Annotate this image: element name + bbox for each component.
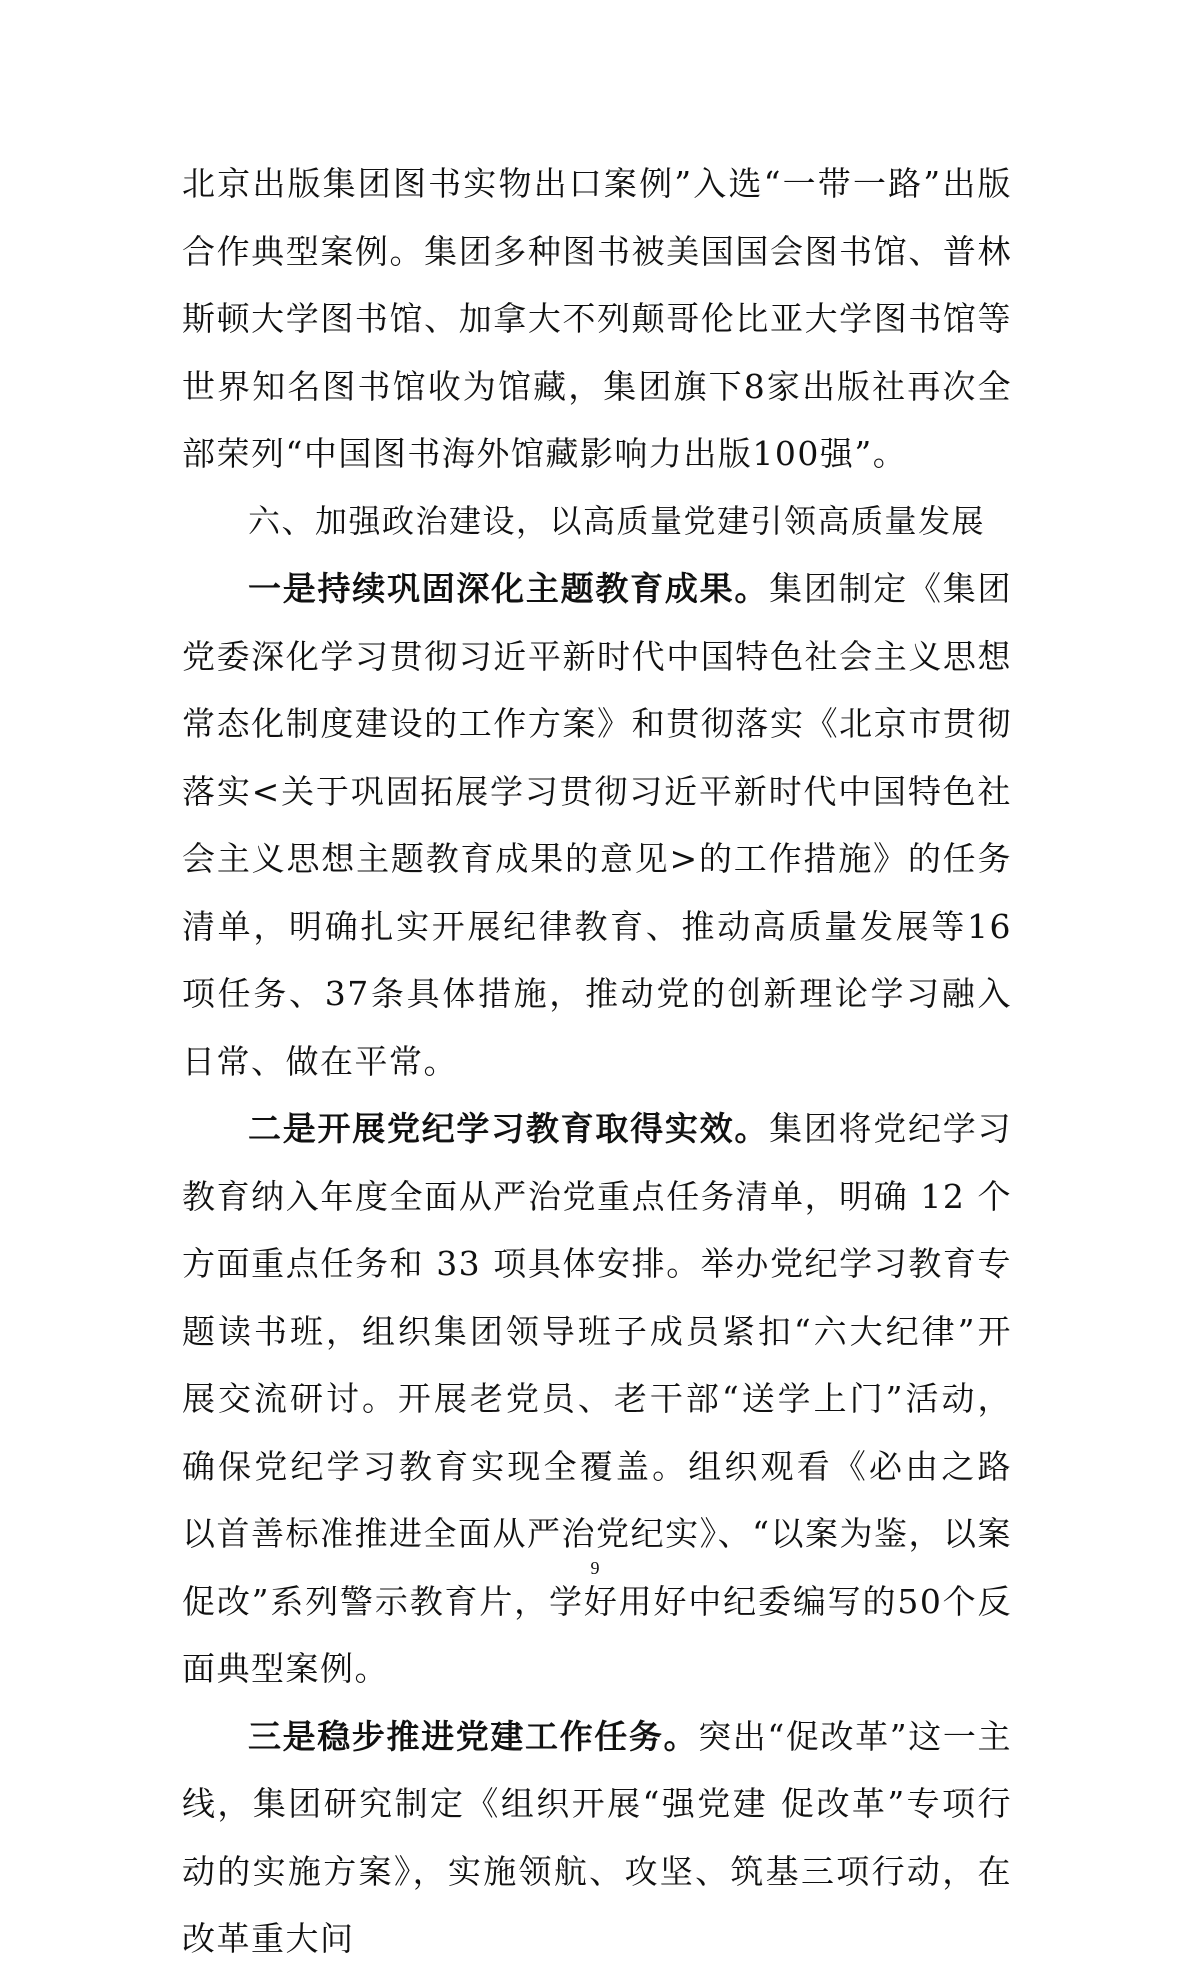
document-body	[182, 150, 1012, 1973]
section-heading: 六、加强政治建设，以高质量党建引领高质量发展	[248, 501, 986, 540]
paragraph-text: 北京出版集团图书实物出口案例”入选“一带一路”出版合作典型案例。集团多种图书被美国国会图书馆、普林斯顿大学图书馆、加拿大不列颠哥伦比亚大学图书馆等世界知名图书馆收为馆藏，集团旗下8家出版社再次全部荣列“中国图书海外馆藏影响力出版100强”。	[182, 164, 1012, 473]
paragraph-1	[182, 555, 1012, 1095]
paragraph-lead: 二是开展党纪学习教育取得实效。	[248, 1109, 770, 1148]
paragraph-text: 集团制定《集团党委深化学习贯彻习近平新时代中国特色社会主义思想常态化制度建设的工作方案》和贯彻落实《北京市贯彻落实<关于巩固拓展学习贯彻习近平新时代中国特色社会主义思想主题教育成果的意见>的工作措施》的任务清单，明确扎实开展纪律教育、推动高质量发展等16项任务、37条具体措施，推动党的创新理论学习融入日常、做在平常。	[182, 569, 1013, 1081]
paragraph-lead: 一是持续巩固深化主题教育成果。	[248, 569, 770, 608]
paragraph-continuation	[182, 150, 1012, 488]
paragraph-2	[182, 1095, 1012, 1703]
paragraph-lead: 三是稳步推进党建工作任务。	[248, 1716, 699, 1756]
paragraph-text: 突出“促改革”这一主线，集团研究制定《组织开展“强党建 促改革”专项行动的实施方案》，实施领航、攻坚、筑基三项行动，在改革重大问	[182, 1716, 1012, 1958]
paragraph-3	[182, 1703, 1012, 1973]
paragraph-text: 集团将党纪学习教育纳入年度全面从严治党重点任务清单，明确 12 个方面重点任务和 33 项具体安排。举办党纪学习教育专题读书班，组织集团领导班子成员紧扣“六大纪律”开展交流研讨。开展老党员、老干部“送学上门”活动，确保党纪学习教育实现全覆盖。组织观看《必由之路 以首善标准推进全面从严治党纪实》、“以案为鉴，以案促改”系列警示教育片，学好用好中纪委编写的50个反面典型案例。	[182, 1109, 1013, 1688]
page-number: 9	[590, 1558, 600, 1578]
